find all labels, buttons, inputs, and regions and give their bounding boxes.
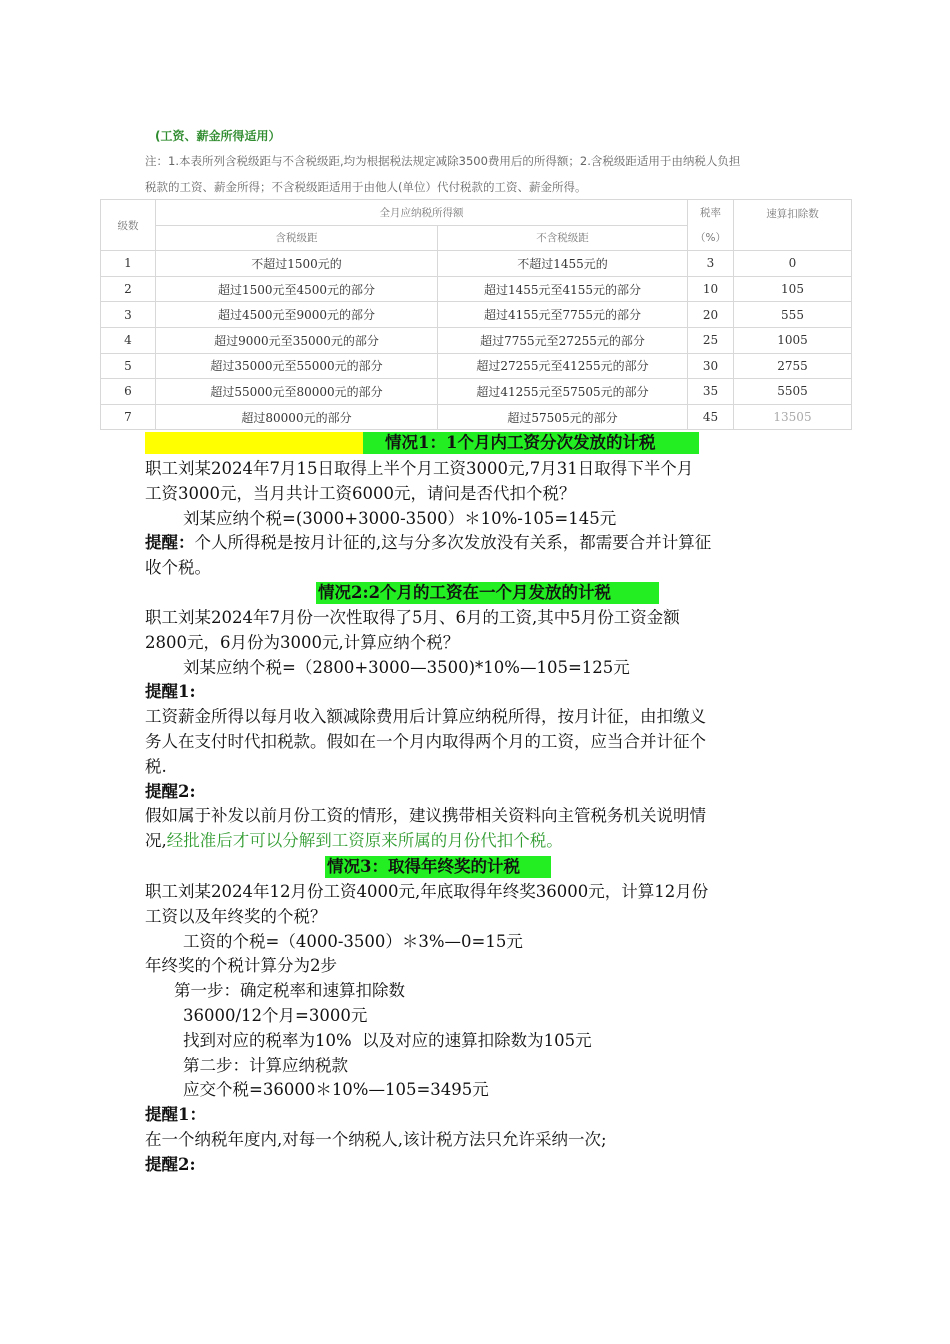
cell-deduction: 105 [734, 276, 852, 302]
case2-heading: 情况2:2个月的工资在一个月发放的计税 [316, 582, 659, 604]
cell-level: 6 [101, 379, 156, 405]
cell-level: 3 [101, 302, 156, 328]
case1-question-line-2: 工资3000元，当月共计工资6000元，请问是否代扣个税？ [145, 483, 576, 503]
case3-salary-tax: 工资的个税=（4000-3500）＊3%—0=15元 [183, 931, 523, 951]
note-line-1: 注：1.本表所列含税级距与不含税级距,均为根据税法规定减除3500费用后的所得额；2.含税级距适用于由纳税人负担 [145, 154, 741, 168]
case3-step1-find: 找到对应的税率为10% 以及对应的速算扣除数为105元 [183, 1030, 592, 1050]
cell-without-tax: 超过27255元至41255元的部分 [438, 353, 688, 379]
table-header-row-1 [101, 200, 852, 226]
cell-rate: 45 [688, 404, 734, 430]
cell-without-tax: 超过4155元至7755元的部分 [438, 302, 688, 328]
cell-without-tax: 超过1455元至4155元的部分 [438, 276, 688, 302]
cell-deduction: 1005 [734, 327, 852, 353]
case1-remind-line-1: 个人所得税是按月计征的,这与分多次发放没有关系，都需要合并计算征 [194, 533, 712, 553]
case2-remind1-line-1: 工资薪金所得以每月收入额减除费用后计算应纳税所得，按月计征，由扣缴义 [145, 707, 706, 727]
cell-without-tax: 超过41255元至57505元的部分 [438, 379, 688, 405]
cell-rate: 25 [688, 327, 734, 353]
case2-remind2-label: 提醒2: [145, 781, 196, 801]
case1-body [145, 457, 810, 581]
table-row [101, 353, 852, 379]
cell-rate: 30 [688, 353, 734, 379]
cell-with-tax: 超过55000元至80000元的部分 [156, 379, 438, 405]
cell-rate: 35 [688, 379, 734, 405]
case1-calculation: 刘某应纳个税=(3000+3000-3500）＊10%-105=145元 [183, 508, 617, 528]
cell-level: 5 [101, 353, 156, 379]
cell-level: 7 [101, 404, 156, 430]
case3-question-line-2: 工资以及年终奖的个税？ [145, 906, 327, 926]
case1-heading: 情况1：1个月内工资分次发放的计税 [363, 432, 699, 454]
cell-rate: 20 [688, 302, 734, 328]
header-monthly-taxable: 全月应纳税所得额 [156, 200, 688, 226]
cell-deduction: 13505 [734, 404, 852, 430]
header-rate-bottom: （%） [688, 225, 734, 251]
cell-rate: 3 [688, 251, 734, 277]
cell-deduction: 555 [734, 302, 852, 328]
table-row [101, 251, 852, 277]
cell-with-tax: 超过9000元至35000元的部分 [156, 327, 438, 353]
case2-question-line-2: 2800元，6月份为3000元,计算应纳个税？ [145, 632, 460, 652]
case2-remind2-line-1: 假如属于补发以前月份工资的情形，建议携带相关资料向主管税务机关说明情 [145, 806, 706, 826]
header-without-tax: 不含税级距 [438, 225, 688, 251]
header-with-tax: 含税级距 [156, 225, 438, 251]
cell-with-tax: 不超过1500元的 [156, 251, 438, 277]
case1-question-line-1: 职工刘某2024年7月15日取得上半个月工资3000元,7月31日取得下半个月 [145, 459, 694, 478]
cell-with-tax: 超过35000元至55000元的部分 [156, 353, 438, 379]
case3-step2-calc: 应交个税=36000＊10%—105=3495元 [183, 1080, 489, 1100]
cell-with-tax: 超过80000元的部分 [156, 404, 438, 430]
case2-remind2-line-2-green: 经批准后才可以分解到工资原来所属的月份代扣个税。 [166, 831, 563, 851]
case2-remind1-label: 提醒1: [145, 682, 196, 702]
cell-without-tax: 不超过1455元的 [438, 251, 688, 277]
cell-level: 1 [101, 251, 156, 277]
table-subtitle: (工资、薪金所得适用） [155, 129, 281, 143]
header-level: 级数 [101, 200, 156, 251]
cell-level: 2 [101, 276, 156, 302]
cell-deduction: 2755 [734, 353, 852, 379]
cell-deduction: 0 [734, 251, 852, 277]
case2-calculation: 刘某应纳个税=（2800+3000—3500)*10%—105=125元 [183, 657, 630, 677]
table-row [101, 327, 852, 353]
case2-remind2-line-2-start: 况, [145, 831, 167, 851]
table-row [101, 404, 852, 430]
case3-remind1-text: 在一个纳税年度内,对每一个纳税人,该计税方法只允许采纳一次; [145, 1129, 607, 1149]
header-rate-top: 税率 [688, 200, 734, 226]
case3-step2: 第二步：计算应纳税款 [183, 1055, 348, 1075]
case3-step1-calc: 36000/12个月=3000元 [183, 1005, 368, 1025]
case3-bonus-intro: 年终奖的个税计算分为2步 [145, 956, 337, 976]
case2-question-line-1: 职工刘某2024年7月份一次性取得了5月、6月的工资,其中5月份工资金额 [145, 608, 680, 627]
case3-body [145, 880, 810, 1178]
table-row [101, 379, 852, 405]
table-row [101, 276, 852, 302]
cell-deduction: 5505 [734, 379, 852, 405]
note-line-2: 税款的工资、薪金所得；不含税级距适用于由他人(单位）代付税款的工资、薪金所得。 [145, 180, 587, 194]
case1-remind-line-2: 收个税。 [145, 558, 211, 578]
case2-remind1-line-2: 务人在支付时代扣税款。假如在一个月内取得两个月的工资，应当合并计征个 [145, 731, 706, 751]
header-deduction: 速算扣除数 [734, 200, 852, 251]
table-row [101, 302, 852, 328]
case3-question-line-1: 职工刘某2024年12月份工资4000元,年底取得年终奖36000元，计算12月份 [145, 882, 709, 901]
highlight-bar [145, 432, 363, 454]
case2-remind1-line-3: 税. [145, 756, 167, 776]
cell-with-tax: 超过1500元至4500元的部分 [156, 276, 438, 302]
cell-level: 4 [101, 327, 156, 353]
case3-step1: 第一步：确定税率和速算扣除数 [174, 981, 405, 1001]
case1-remind-label: 提醒： [145, 533, 195, 553]
case3-heading: 情况3：取得年终奖的计税 [325, 856, 551, 878]
case3-remind1-label: 提醒1： [145, 1105, 206, 1125]
case3-remind2-label: 提醒2: [145, 1154, 196, 1174]
case2-body [145, 606, 810, 854]
cell-without-tax: 超过7755元至27255元的部分 [438, 327, 688, 353]
cell-with-tax: 超过4500元至9000元的部分 [156, 302, 438, 328]
cell-rate: 10 [688, 276, 734, 302]
cell-without-tax: 超过57505元的部分 [438, 404, 688, 430]
tax-rate-table [100, 199, 852, 430]
